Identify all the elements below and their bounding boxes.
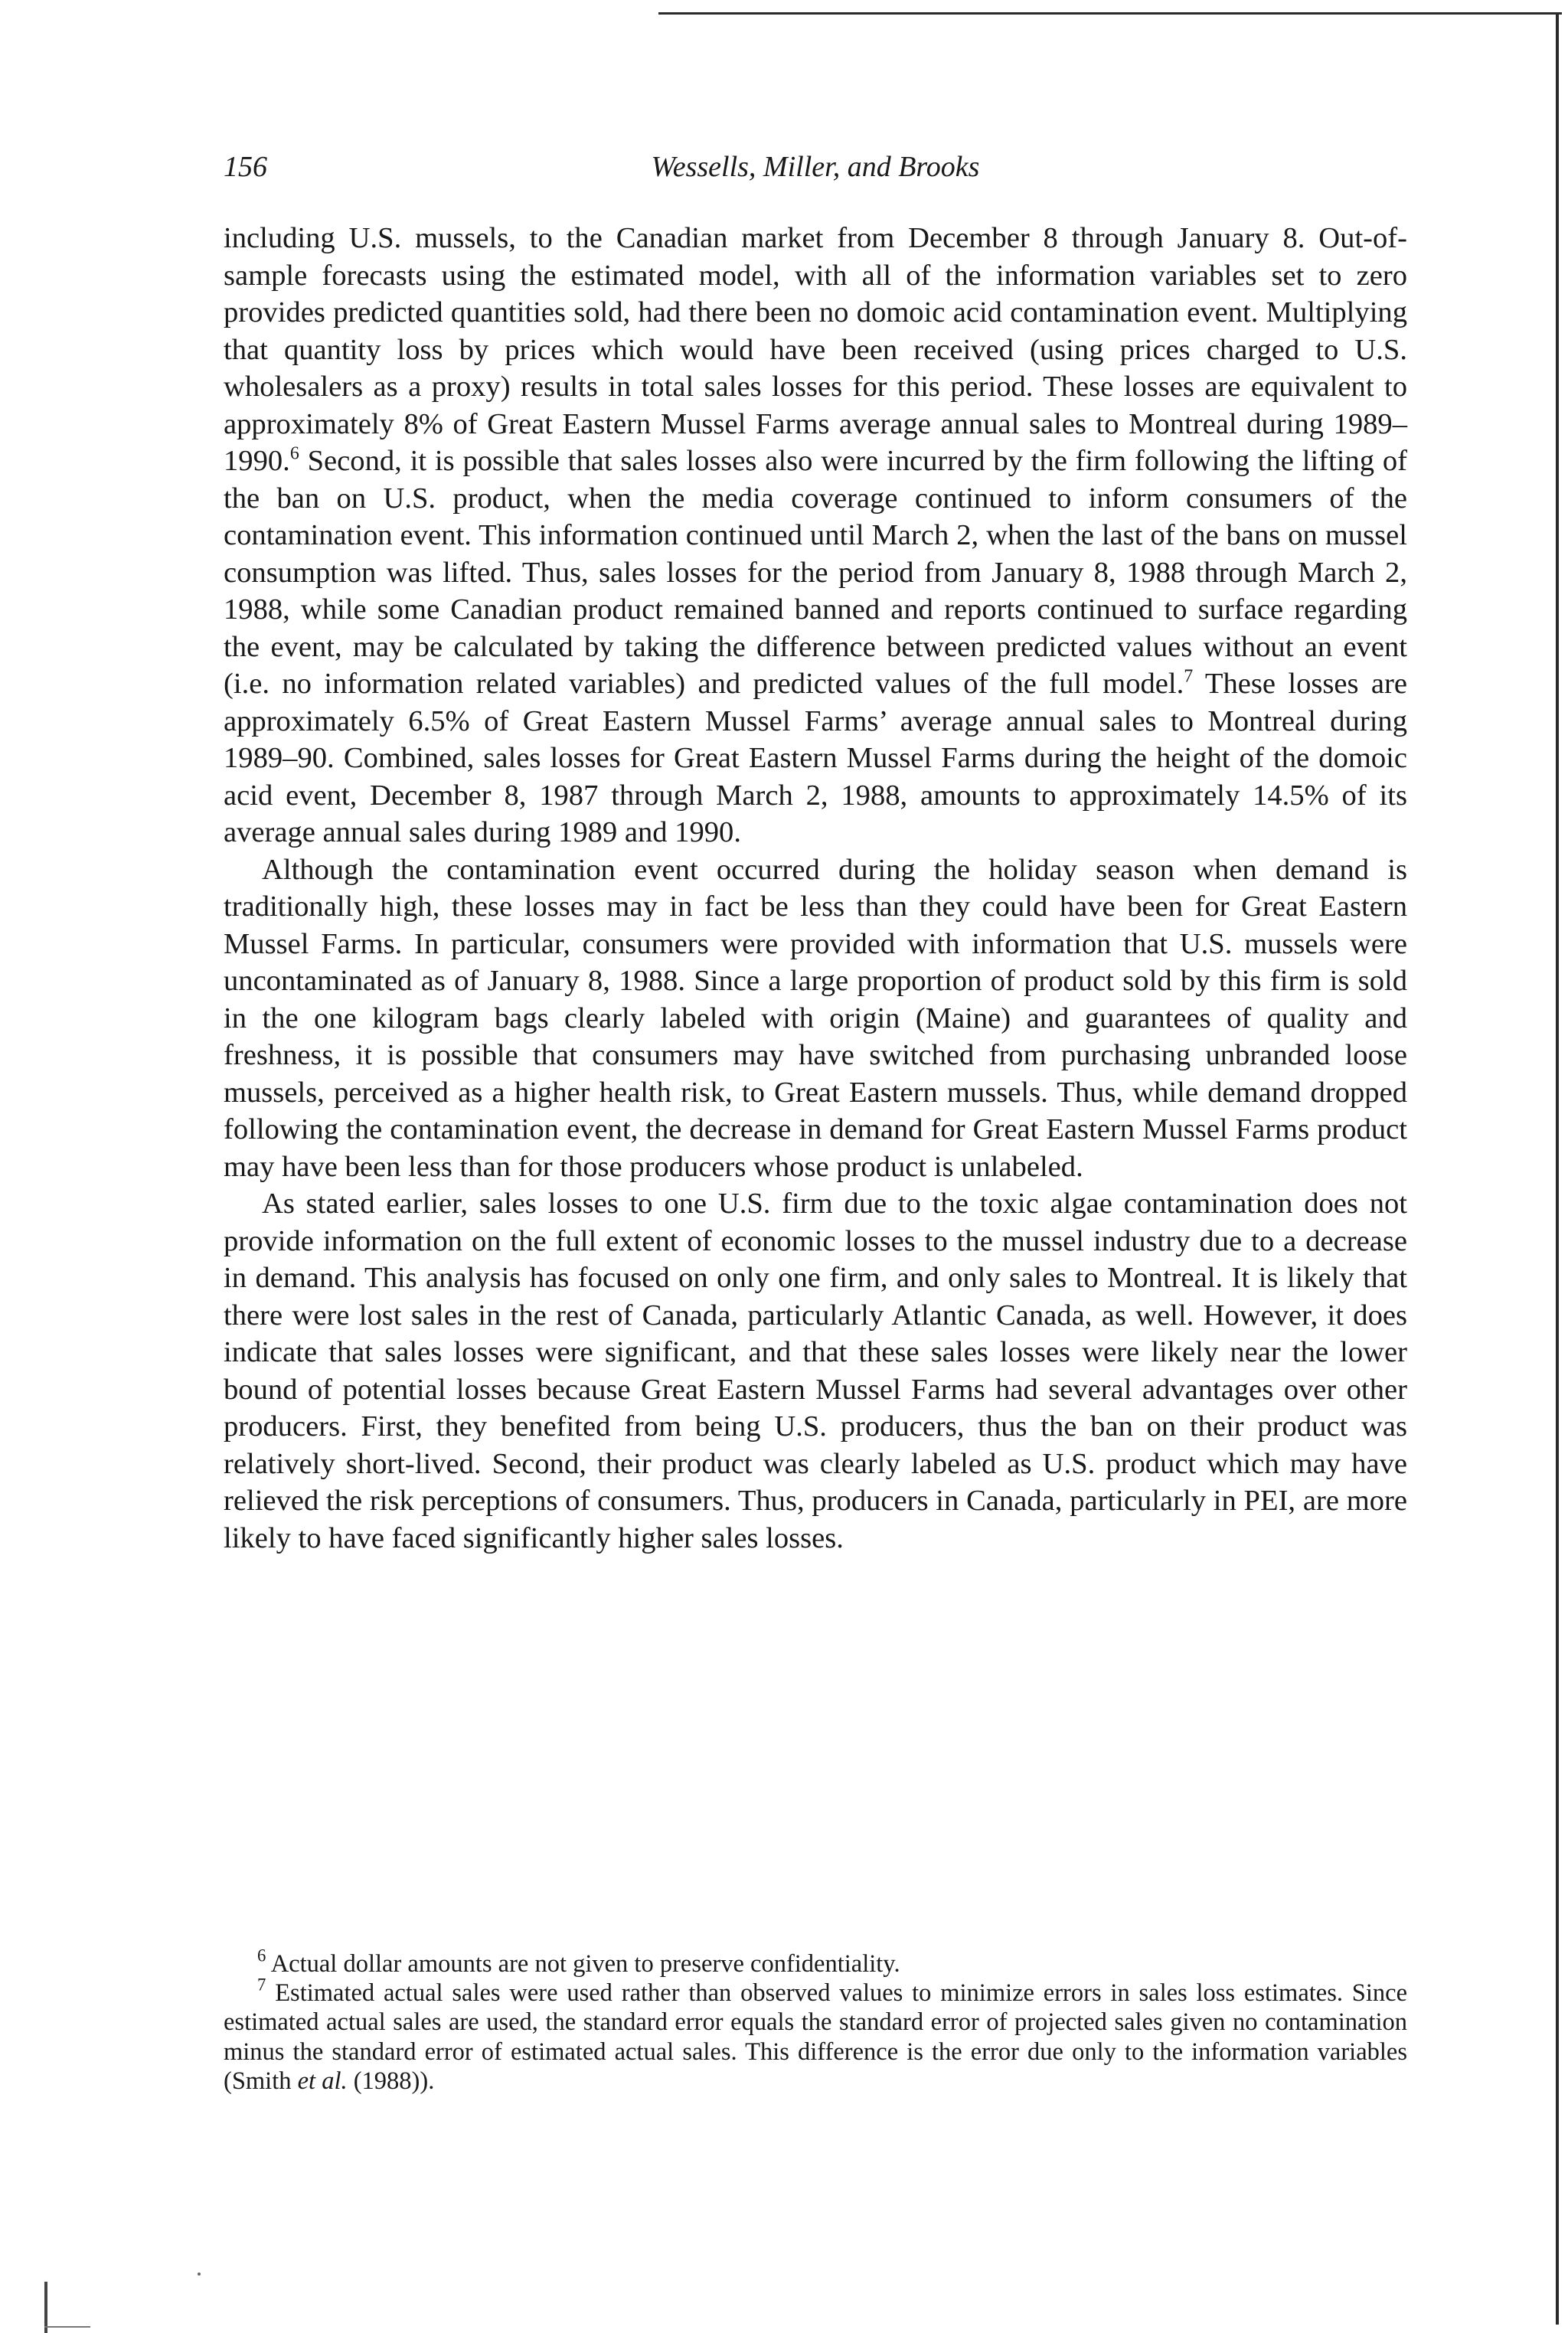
page-number: 156	[224, 151, 267, 183]
running-head: Wessells, Miller, and Brooks	[651, 151, 980, 183]
text-run: Estimated actual sales were used rather than observed values to minimize errors in sales loss estimates. Since estimated actual sales are used, the standard error equals the standard error of projected sales given no contamination minus the standard error of estimated actual sales. This difference is the error due only to the information variables (Smith	[224, 1979, 1407, 2095]
paragraph	[224, 220, 1407, 851]
paragraph	[224, 851, 1407, 1186]
scan-speck	[198, 2273, 201, 2276]
footnote-ref: 6	[289, 443, 299, 464]
scan-edge-top	[658, 12, 1562, 15]
body-text	[224, 220, 1407, 1557]
text-run: As stated earlier, sales losses to one U.S. firm due to the toxic algae contamination does not provide information on the full extent of economic losses to the mussel industry due to a decrease in demand. This analysis has focused on only one firm, and only sales to Montreal. It is likely that there were lost sales in the rest of Canada, particularly Atlantic Canada, as well. However, it does indicate that sales losses were significant, and that these sales losses were likely near the lower bound of potential losses because Great Eastern Mussel Farms had several advantages over other producers. First, they benefited from being U.S. producers, thus the ban on their product was relatively short-lived. Second, their product was clearly labeled as U.S. product which may have relieved the risk perceptions of consumers. Thus, producers in Canada, particularly in PEI, are more likely to have faced significantly higher sales losses.	[224, 1188, 1407, 1554]
paragraph	[224, 1185, 1407, 1557]
text-run: These losses are approximately 6.5% of Great Eastern Mussel Farms’ average annual sales to Montreal during 1989–90. Combined, sales losses for Great Eastern Mussel Farms during the height of the domoic acid event, December 8, 1987 through March 2, 1988, amounts to approximately 14.5% of its average annual sales during 1989 and 1990.	[224, 668, 1407, 848]
page-header	[224, 150, 1407, 188]
scan-edge-right	[1556, 12, 1559, 2325]
footnote-mark: 6	[257, 1946, 266, 1965]
text-run: Although the contamination event occurred during the holiday season when demand is traditionally high, these losses may in fact be less than they could have been for Great Eastern Mussel Farms. In particular, consumers were provided with information that U.S. mussels were uncontaminated as of January 8, 1988. Since a large proportion of product sold by this firm is sold in the one kilogram bags clearly labeled with origin (Maine) and guarantees of quality and freshness, it is possible that consumers may have switched from purchasing unbranded loose mussels, perceived as a higher health risk, to Great Eastern mussels. Thus, while demand dropped following the contamination event, the decrease in demand for Great Eastern Mussel Farms product may have been less than for those producers whose product is unlabeled.	[224, 853, 1407, 1183]
footnote	[224, 1946, 1407, 1978]
footnote-ref: 7	[1184, 666, 1194, 687]
text-run: (1988)).	[347, 2067, 435, 2095]
scan-edge-bottom	[44, 2326, 90, 2328]
text-run: Second, it is possible that sales losses also were incurred by the firm following the lifting of the ban on U.S. product, when the media coverage continued to inform consumers of the contamination event. This information continued until March 2, when the last of the bans on mussel consumption was lifted. Thus, sales losses for the period from January 8, 1988 through March 2, 1988, while some Canadian product remained banned and reports continued to surface regarding the event, may be calculated by taking the difference between predicted values without an event (i.e. no information related variables) and predicted values of the full model.	[224, 445, 1407, 700]
footnotes	[224, 1946, 1407, 2096]
scan-edge-left	[44, 2282, 47, 2333]
footnote	[224, 1975, 1407, 2096]
italic-text: et al.	[297, 2067, 348, 2095]
text-run: including U.S. mussels, to the Canadian market from December 8 through January 8. Out-of-sample forecasts using the estimated model, with all of the information variables set to zero provides predicted quantities sold, had there been no domoic acid contamination event. Multiplying that quantity loss by prices which would have been received (using prices charged to U.S. wholesalers as a proxy) results in total sales losses for this period. These losses are equivalent to approximately 8% of Great Eastern Mussel Farms average annual sales to Montreal during 1989–1990.	[224, 222, 1407, 477]
footnote-mark: 7	[257, 1975, 266, 1995]
text-run: Actual dollar amounts are not given to preserve confidentiality.	[266, 1950, 900, 1978]
